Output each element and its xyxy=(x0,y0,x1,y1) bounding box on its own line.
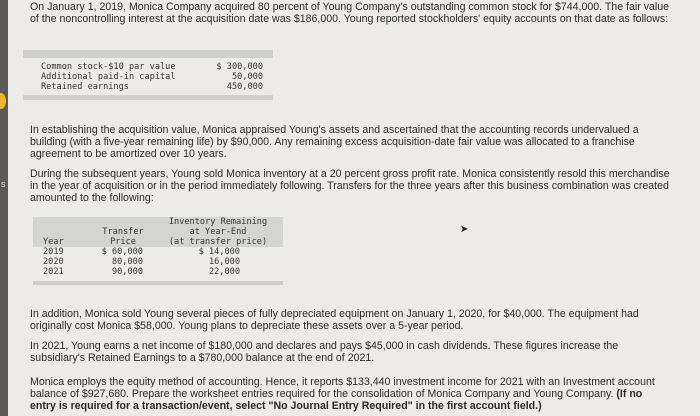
table-header xyxy=(33,217,283,247)
header-price: Transfer xyxy=(102,227,144,237)
edge-text: s xyxy=(1,179,6,189)
instructions-note: (If no entry is required for a transaction/event, select "No Journal Entry Required" in the first account field.) xyxy=(30,388,643,412)
row-label: Common stock-$10 par value xyxy=(41,62,176,72)
cell-inventory: 16,000 xyxy=(208,257,240,267)
header-price: Price xyxy=(110,237,136,247)
instructions-paragraph xyxy=(30,376,670,412)
row-value: 450,000 xyxy=(226,82,263,92)
cell-year: 2020 xyxy=(43,257,64,267)
table-row xyxy=(41,72,273,82)
header-year: Year xyxy=(43,237,64,247)
header-inventory: Inventory Remaining xyxy=(168,217,268,227)
table-row xyxy=(33,267,283,277)
equipment-paragraph: In addition, Monica sold Young several pieces of fully depreciated equipment on January 1, 2020, for $40,000. The equipment had originally cost Monica $58,000. Young plans to depreciate these assets over a 5-year period. xyxy=(30,308,639,332)
table-row xyxy=(41,82,273,92)
cell-year: 2021 xyxy=(43,267,64,277)
cell-inventory: 22,000 xyxy=(208,267,240,277)
row-label: Additional paid-in capital xyxy=(41,72,176,82)
intro-paragraph: On January 1, 2019, Monica Company acquired 80 percent of Young Company's outstanding common stock for $744,000. The fair value of the noncontrolling interest at the acquisition date was $186,000. Young reported stockholders' equity accounts on that date as follows: xyxy=(30,1,670,25)
table-row xyxy=(33,247,283,257)
income-paragraph: In 2021, Young earns a net income of $180,000 and declares and pays $45,000 in cash dividends. These figures increase the subsidiary's Retained Earnings to a $780,000 balance at the end of 2021. xyxy=(30,340,619,364)
cell-price: 80,000 xyxy=(111,257,143,267)
row-label: Retained earnings xyxy=(41,82,129,92)
header-inventory: (at transfer price) xyxy=(168,237,268,247)
table-row xyxy=(33,257,283,267)
table-footer-bar xyxy=(33,281,283,285)
cell-price: 90,000 xyxy=(111,267,143,277)
row-value: $ 300,000 xyxy=(216,62,263,72)
mouse-cursor-icon: ➤ xyxy=(460,224,469,235)
table-header-bar xyxy=(23,50,273,58)
left-edge xyxy=(0,0,8,416)
instructions-text: Monica employs the equity method of accounting. Hence, it reports $133,440 investment income for 2021 with an Investment account balance of $927,680. Prepare the worksheet entries required for the consolidation of Monica Company and Young Company. xyxy=(30,376,655,400)
inventory-paragraph: During the subsequent years, Young sold Monica inventory at a 20 percent gross profit rate. Monica consistently resold this merchandise in the year of acquisition or in the period immediately following. Transfers for the three years after this business combination was created amounted to the following: xyxy=(30,168,670,204)
cell-inventory: $ 14,000 xyxy=(198,247,240,257)
row-value: 50,000 xyxy=(231,72,263,82)
transfer-table xyxy=(33,217,283,285)
table-row xyxy=(41,62,273,72)
appraisal-paragraph: In establishing the acquisition value, Monica appraised Young's assets and ascertained that the accounting records undervalued a building (with a five-year remaining life) by $90,000. Any remaining excess acquisition-date fair value was allocated to a franchise agreement to be amortized over 10 years. xyxy=(30,124,639,160)
equity-table xyxy=(23,50,273,100)
cell-year: 2019 xyxy=(43,247,64,257)
cell-price: $ 60,000 xyxy=(101,247,143,257)
header-inventory: at Year-End xyxy=(189,227,247,237)
table-footer-bar xyxy=(23,95,273,100)
